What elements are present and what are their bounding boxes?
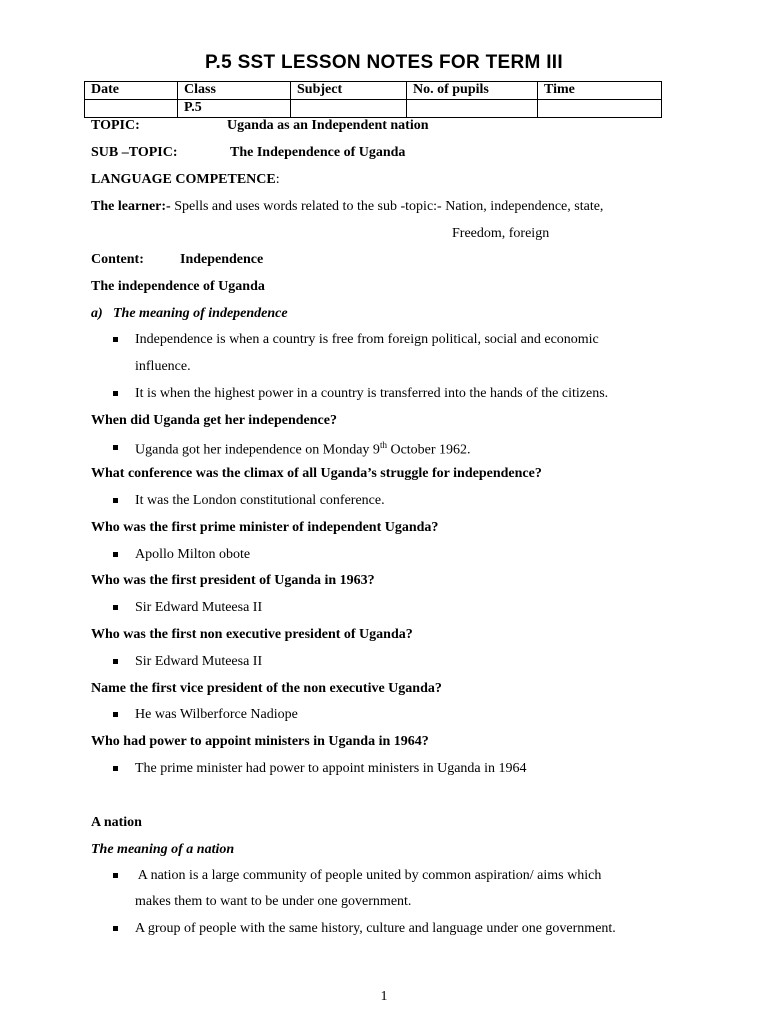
language-competence-line (91, 172, 280, 188)
question: Who was the first prime minister of independent Uganda? (91, 520, 439, 535)
learner-line (91, 199, 603, 215)
answer-text: Uganda got her independence on Monday 9 (135, 442, 380, 458)
bullet-icon (113, 552, 118, 557)
header-class: Class (178, 82, 291, 100)
answer-superscript: th (379, 440, 387, 450)
bullet-icon (113, 337, 118, 342)
subtopic-label: SUB –TOPIC: (91, 145, 178, 160)
question: Who was the first non executive president of Uganda? (91, 627, 413, 642)
content-label: Content: (91, 252, 144, 267)
cell-date (85, 100, 178, 118)
question: Who was the first president of Uganda in 1963? (91, 573, 375, 588)
answer-text-end: October 1962. (386, 442, 471, 458)
cell-pupils (407, 100, 538, 118)
bullet-icon (113, 498, 118, 503)
table-header-row (85, 82, 662, 100)
bullet-icon (113, 712, 118, 717)
answer (135, 440, 471, 459)
topic-label: TOPIC: (91, 118, 140, 133)
list-item-continuation: influence. (135, 359, 191, 374)
cell-time (538, 100, 662, 118)
bullet-icon (113, 873, 118, 878)
content-line (91, 252, 264, 268)
answer: It was the London constitutional conference. (135, 493, 385, 508)
question: When did Uganda get her independence? (91, 413, 337, 428)
page-title: P.5 SST LESSON NOTES FOR TERM III (205, 52, 563, 73)
answer: Apollo Milton obote (135, 547, 251, 562)
answer: The prime minister had power to appoint ministers in Uganda in 1964 (135, 761, 527, 776)
heading-nation: A nation (91, 815, 142, 830)
subtopic-value: The Independence of Uganda (230, 145, 406, 160)
list-item: A group of people with the same history, culture and language under one government. (135, 921, 616, 936)
learner-label: The learner:- (91, 199, 171, 214)
cell-subject (291, 100, 407, 118)
list-item: Independence is when a country is free from foreign political, social and economic (135, 332, 599, 347)
answer: Sir Edward Muteesa II (135, 654, 263, 669)
bullet-icon (113, 766, 118, 771)
question: What conference was the climax of all Uganda’s struggle for independence? (91, 466, 542, 481)
table-row (85, 100, 662, 118)
heading-independence: The independence of Uganda (91, 279, 265, 294)
cell-class: P.5 (178, 100, 291, 118)
topic-line (91, 118, 429, 134)
header-pupils: No. of pupils (407, 82, 538, 100)
bullet-icon (113, 445, 118, 450)
bullet-icon (113, 605, 118, 610)
header-subject: Subject (291, 82, 407, 100)
list-item: It is when the highest power in a country is transferred into the hands of the citizens. (135, 386, 609, 401)
content-value: Independence (180, 252, 264, 267)
lesson-info-table (84, 81, 662, 118)
language-competence-colon: : (275, 172, 280, 187)
list-item: A nation is a large community of people united by common aspiration/ aims which (135, 868, 602, 883)
bullet-icon (113, 659, 118, 664)
bullet-icon (113, 926, 118, 931)
sub-heading-meaning-independence (91, 306, 288, 322)
sub-heading-meaning-nation: The meaning of a nation (91, 842, 235, 857)
language-competence-label: LANGUAGE COMPETENCE (91, 172, 276, 187)
sub-heading-letter: a) (91, 306, 103, 321)
subtopic-line (91, 145, 406, 161)
list-item-continuation: makes them to want to be under one government. (135, 894, 412, 909)
bullet-icon (113, 391, 118, 396)
page-number: 1 (380, 989, 388, 1004)
question: Who had power to appoint ministers in Uganda in 1964? (91, 734, 429, 749)
answer: He was Wilberforce Nadiope (135, 707, 298, 722)
answer: Sir Edward Muteesa II (135, 600, 263, 615)
learner-continuation: Freedom, foreign (452, 226, 550, 241)
learner-text: Spells and uses words related to the sub -topic:- Nation, independence, state, (170, 199, 604, 214)
header-date: Date (85, 82, 178, 100)
sub-heading-text: The meaning of independence (113, 306, 288, 321)
question: Name the first vice president of the non executive Uganda? (91, 681, 442, 696)
topic-value: Uganda as an Independent nation (227, 118, 429, 133)
header-time: Time (538, 82, 662, 100)
